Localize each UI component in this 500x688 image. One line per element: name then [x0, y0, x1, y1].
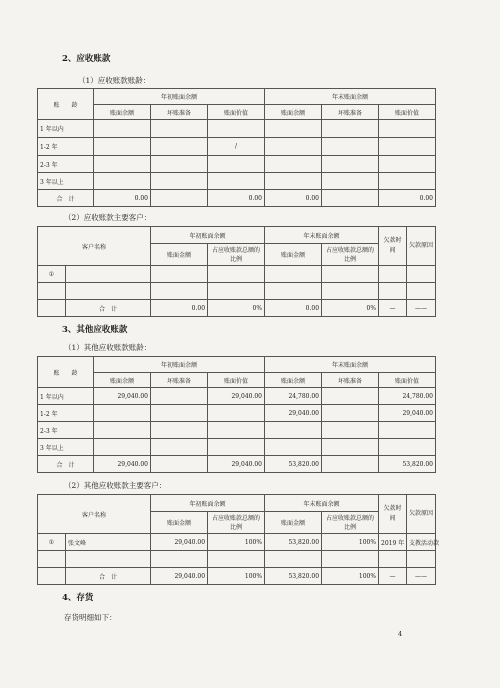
- cell: 29,040.00: [208, 456, 265, 473]
- debt-time-header: 欠款时间: [379, 227, 407, 266]
- cell: [208, 551, 265, 568]
- cell: 0%: [208, 300, 265, 317]
- cell: [151, 388, 208, 405]
- cell: 53,820.00: [265, 568, 322, 585]
- cell: 100%: [208, 534, 265, 551]
- cell: [379, 439, 436, 456]
- cell: 0.00: [265, 190, 322, 207]
- other-receivables-aging-table: [37, 356, 436, 473]
- cell: [322, 138, 379, 156]
- table-row: [38, 138, 436, 156]
- cell: [208, 439, 265, 456]
- debt-time-header: 欠款时间: [379, 495, 407, 534]
- cell: 29,040.00: [208, 388, 265, 405]
- cell: [379, 551, 407, 568]
- cell: [94, 156, 151, 173]
- table-row: [38, 551, 436, 568]
- customer-name: [66, 283, 151, 300]
- cell: [151, 138, 208, 156]
- col-header: 账面价值: [379, 105, 436, 120]
- row-number: [38, 551, 66, 568]
- cell: 29,040.00: [151, 568, 208, 585]
- cell: [322, 422, 379, 439]
- cell: [151, 422, 208, 439]
- customer-name: 合 计: [66, 568, 151, 585]
- customer-name: [66, 551, 151, 568]
- table-row: [38, 534, 436, 551]
- total-row: [38, 300, 436, 317]
- table-row: [38, 266, 436, 283]
- col-header: 坏账准备: [322, 373, 379, 388]
- cell: ——: [407, 300, 436, 317]
- row-number: ①: [38, 534, 66, 551]
- table-row: [38, 439, 436, 456]
- cell: [265, 120, 322, 138]
- section-4-caption: 存货明细如下：: [64, 613, 117, 622]
- cell: [322, 388, 379, 405]
- row-label: 合 计: [38, 456, 94, 473]
- cell: [379, 266, 407, 283]
- cell: [379, 283, 407, 300]
- cell: [151, 551, 208, 568]
- cell: 100%: [208, 568, 265, 585]
- cell: 53,820.00: [379, 456, 436, 473]
- cell: /: [208, 138, 265, 156]
- table-row: [38, 388, 436, 405]
- cell: 29,040.00: [379, 405, 436, 422]
- cell: —: [379, 568, 407, 585]
- debt-reason-header: 欠款原因: [407, 495, 436, 534]
- age-header: 账 龄: [38, 89, 94, 120]
- cell: [208, 120, 265, 138]
- cell: [208, 266, 265, 283]
- cell: [322, 405, 379, 422]
- cell: [379, 120, 436, 138]
- section-4-title: 4、存货: [62, 593, 94, 603]
- col-header: 账面价值: [379, 373, 436, 388]
- cell: [265, 173, 322, 190]
- cell: 24,780.00: [379, 388, 436, 405]
- cell: [208, 173, 265, 190]
- receivables-aging-table: [37, 88, 436, 207]
- table-row: [38, 173, 436, 190]
- row-number: [38, 283, 66, 300]
- begin-balance-group: 年初账面余额: [151, 227, 265, 244]
- receivables-customers-table: [37, 226, 436, 317]
- cell: [407, 283, 436, 300]
- debt-reason-header: 欠款原因: [407, 227, 436, 266]
- cell: [265, 439, 322, 456]
- cell: 0%: [322, 300, 379, 317]
- table-row: [38, 156, 436, 173]
- row-label: 3 年以上: [38, 439, 94, 456]
- age-header: 账 龄: [38, 357, 94, 388]
- cell: ——: [407, 568, 436, 585]
- section-2-table-2-caption: （2）应收账款主要客户：: [64, 213, 152, 222]
- cell: [208, 156, 265, 173]
- customer-name: [66, 266, 151, 283]
- cell: 29,040.00: [265, 405, 322, 422]
- section-2-title: 2、应收账款: [62, 54, 111, 64]
- table-row: [38, 422, 436, 439]
- col-header: 占应收账款总额的比例: [208, 244, 265, 266]
- cell: [265, 283, 322, 300]
- cell: [94, 405, 151, 422]
- cell: [322, 283, 379, 300]
- cell: 0.00: [151, 300, 208, 317]
- cell: [151, 405, 208, 422]
- total-row: [38, 568, 436, 585]
- other-receivables-customers-table: [37, 494, 440, 585]
- col-header: 账面余额: [265, 373, 322, 388]
- row-label: 合 计: [38, 190, 94, 207]
- section-3-table-2-caption: （2）其他应收账款主要客户：: [64, 481, 167, 490]
- cell: [322, 120, 379, 138]
- cell: [322, 439, 379, 456]
- col-header: 账面余额: [265, 105, 322, 120]
- total-row: [38, 456, 436, 473]
- cell: [208, 405, 265, 422]
- total-row: [38, 190, 436, 207]
- col-header: 账面余额: [94, 373, 151, 388]
- row-label: 2-3 年: [38, 156, 94, 173]
- table-row: [38, 120, 436, 138]
- cell: [265, 266, 322, 283]
- col-header: 账面金额: [151, 512, 208, 534]
- cell: [151, 190, 208, 207]
- col-header: 占应收账款总额的比例: [208, 512, 265, 534]
- customer-name: 合 计: [66, 300, 151, 317]
- col-header: 坏账准备: [151, 373, 208, 388]
- cell: [265, 551, 322, 568]
- row-label: 1-2 年: [38, 405, 94, 422]
- begin-balance-group: 年初账面余额: [151, 495, 265, 512]
- row-number: ①: [38, 266, 66, 283]
- cell: 0.00: [94, 190, 151, 207]
- cell: [379, 156, 436, 173]
- col-header: 坏账准备: [322, 105, 379, 120]
- customer-header: 客户名称: [38, 227, 151, 266]
- cell: [322, 266, 379, 283]
- col-header: 占应收账款总额的比例: [322, 244, 379, 266]
- col-header: 账面余额: [94, 105, 151, 120]
- col-header: 坏账准备: [151, 105, 208, 120]
- cell: [151, 173, 208, 190]
- end-balance-group: 年末账面余额: [265, 495, 379, 512]
- cell: [265, 138, 322, 156]
- cell: [322, 173, 379, 190]
- row-label: 1 年以内: [38, 388, 94, 405]
- cell: 53,820.00: [265, 534, 322, 551]
- row-label: 2-3 年: [38, 422, 94, 439]
- row-number: [38, 568, 66, 585]
- section-3-table-1-caption: （1）其他应收账款账龄：: [64, 343, 152, 352]
- cell: 29,040.00: [94, 456, 151, 473]
- cell: [208, 422, 265, 439]
- col-header: 账面价值: [208, 105, 265, 120]
- cell: [94, 138, 151, 156]
- cell: —: [379, 300, 407, 317]
- page-number: 4: [398, 630, 403, 638]
- row-number: [38, 300, 66, 317]
- cell: 0.00: [265, 300, 322, 317]
- cell: 2019 年: [379, 534, 407, 551]
- col-header: 账面价值: [208, 373, 265, 388]
- cell: [94, 422, 151, 439]
- col-header: 账面金额: [151, 244, 208, 266]
- cell: [151, 156, 208, 173]
- begin-balance-group: 年初账面余额: [94, 357, 265, 373]
- cell: [379, 173, 436, 190]
- cell: [151, 456, 208, 473]
- cell: [265, 156, 322, 173]
- cell: [94, 120, 151, 138]
- end-balance-group: 年末账面余额: [265, 89, 436, 105]
- cell: 100%: [322, 534, 379, 551]
- cell: [379, 138, 436, 156]
- end-balance-group: 年末账面余额: [265, 357, 436, 373]
- cell: 29,040.00: [151, 534, 208, 551]
- end-balance-group: 年末账面余额: [265, 227, 379, 244]
- cell: [94, 439, 151, 456]
- row-label: 3 年以上: [38, 173, 94, 190]
- cell: [322, 190, 379, 207]
- row-label: 1-2 年: [38, 138, 94, 156]
- row-label: 1 年以内: [38, 120, 94, 138]
- cell: [407, 266, 436, 283]
- cell: [322, 551, 379, 568]
- cell: [151, 283, 208, 300]
- col-header: 占应收账款总额的比例: [322, 512, 379, 534]
- table-row: [38, 405, 436, 422]
- cell: 0.00: [208, 190, 265, 207]
- cell: [94, 173, 151, 190]
- cell: 0.00: [379, 190, 436, 207]
- cell: 53,820.00: [265, 456, 322, 473]
- customer-name: 张文峰: [66, 534, 151, 551]
- cell: [208, 283, 265, 300]
- table-row: [38, 283, 436, 300]
- cell: [151, 120, 208, 138]
- customer-header: 客户名称: [38, 495, 151, 534]
- col-header: 账面金额: [265, 244, 322, 266]
- begin-balance-group: 年初账面余额: [94, 89, 265, 105]
- cell: [265, 422, 322, 439]
- section-2-table-1-caption: （1）应收账款账龄：: [78, 76, 151, 85]
- cell: [407, 551, 436, 568]
- cell: [151, 439, 208, 456]
- section-3-title: 3、其他应收账款: [62, 325, 128, 335]
- cell: [322, 156, 379, 173]
- cell: [379, 422, 436, 439]
- cell: 支教活动款: [407, 534, 436, 551]
- cell: 24,780.00: [265, 388, 322, 405]
- cell: [151, 266, 208, 283]
- col-header: 账面金额: [265, 512, 322, 534]
- cell: 100%: [322, 568, 379, 585]
- cell: 29,040.00: [94, 388, 151, 405]
- cell: [322, 456, 379, 473]
